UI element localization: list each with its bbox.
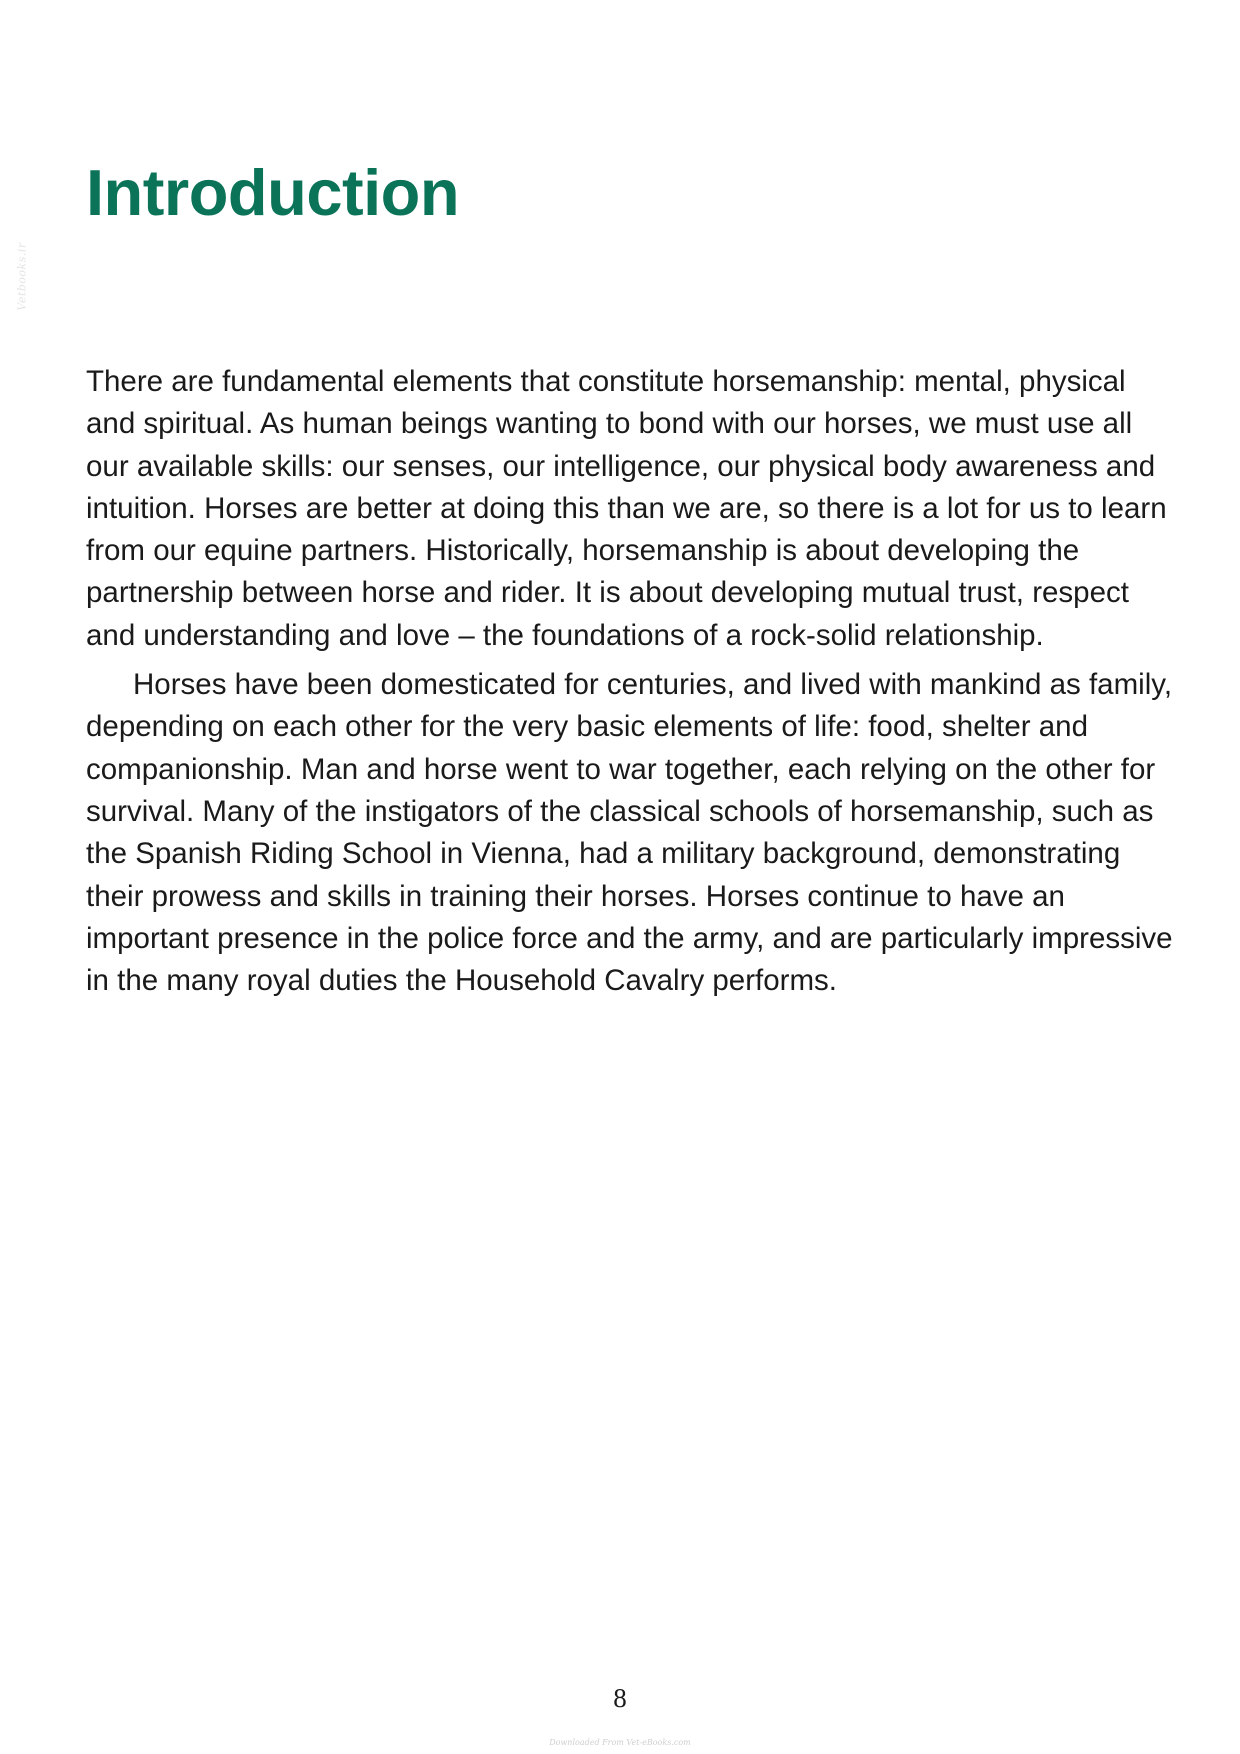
- side-watermark: Vetbooks.ir: [15, 242, 29, 311]
- footer-watermark: Downloaded From Vet-eBooks.com: [549, 1738, 691, 1747]
- page-number: 8: [613, 1683, 627, 1713]
- chapter-title: Introduction: [86, 156, 460, 229]
- paragraph-2: Horses have been domesticated for centuries, and lived with mankind as family, depending on each other for the very basic elements of life: food, shelter and companionship. Man and horse went to war together, each relying on the other for survival. Many of the instigators of the classical schools of horsemanship, such as the Spanish Riding School in Vienna, had a military background, demonstrating their prowess and skills in training their horses. Horses continue to have an important presence in the police force and the army, and are particularly impressive in the many royal duties the Household Cavalry performs.: [86, 668, 1173, 998]
- body-text: [86, 361, 1176, 1002]
- paragraph-1: There are fundamental elements that constitute horsemanship: mental, physical and spiritual. As human beings wanting to bond with our horses, we must use all our available skills: our senses, our intelligence, our physical body awareness and intuition. Horses are better at doing this than we are, so there is a lot for us to learn from our equine partners. Historically, horsemanship is about developing the partnership between horse and rider. It is about developing mutual trust, respect and understanding and love – the foundations of a rock-solid relationship.: [86, 365, 1167, 652]
